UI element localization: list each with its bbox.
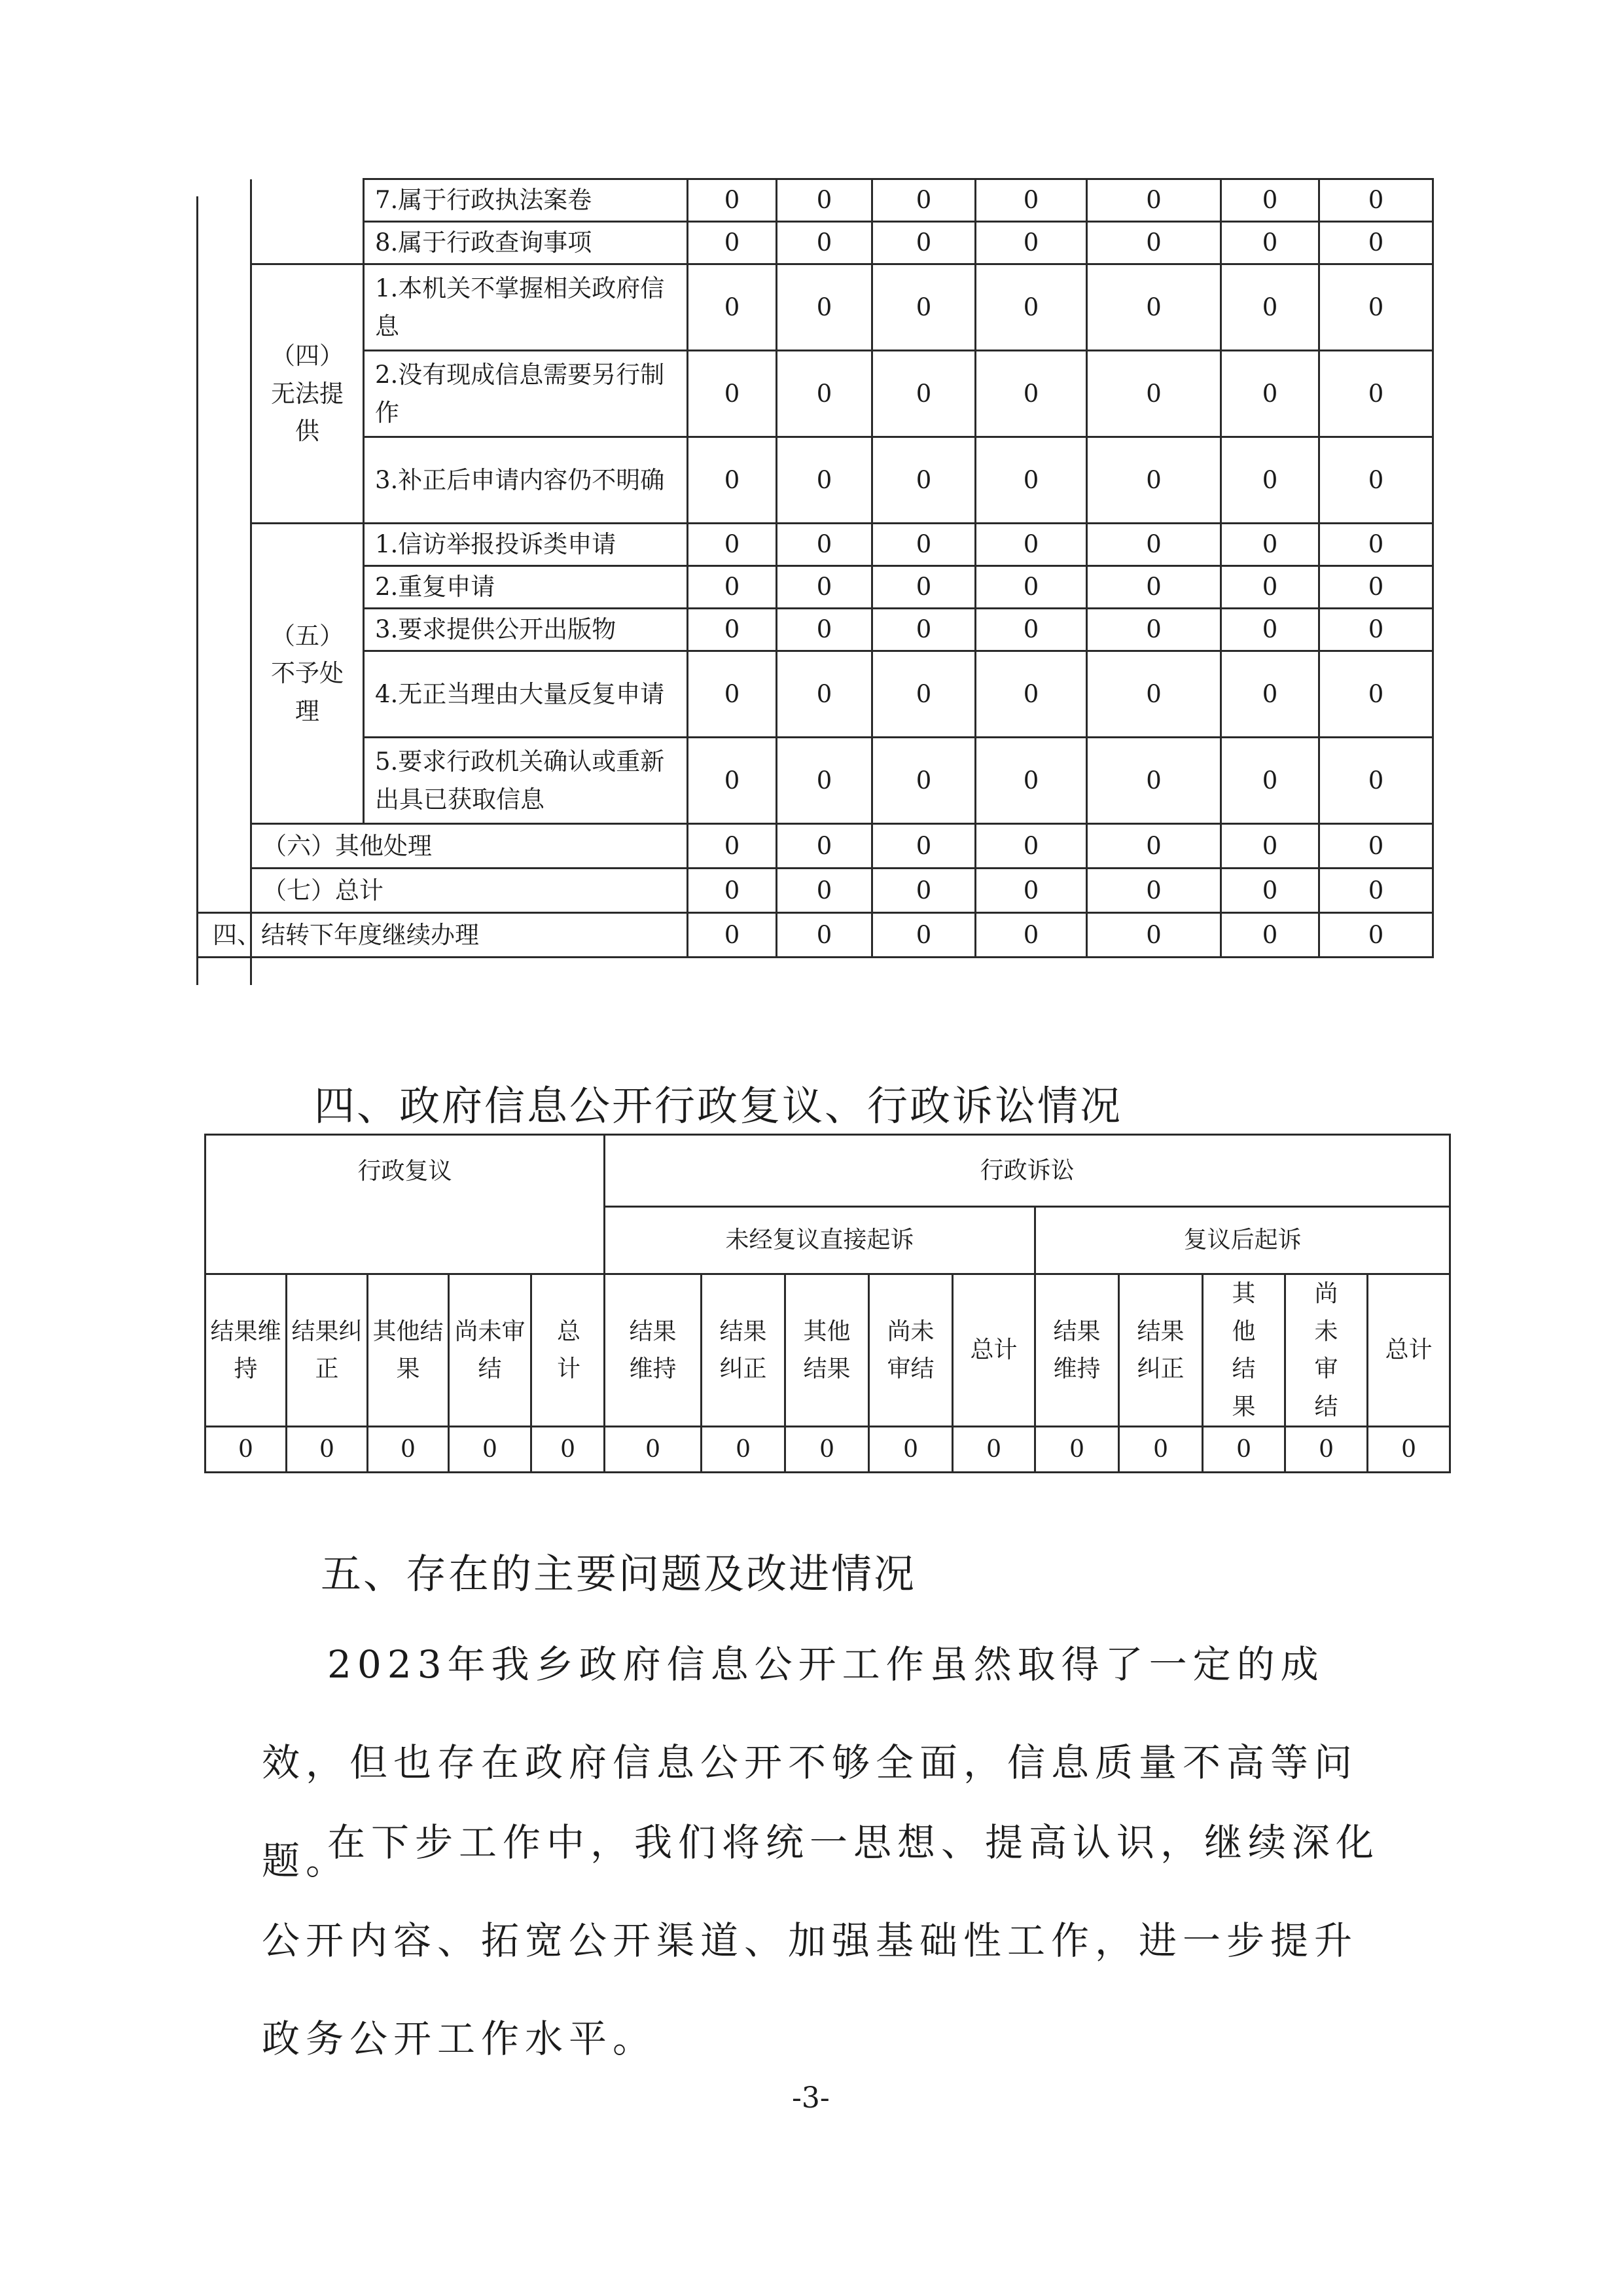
column-header: 其他结果 bbox=[785, 1274, 869, 1427]
cell-value: 0 bbox=[1319, 824, 1433, 869]
table-row bbox=[198, 609, 1433, 651]
column-header: 结果维持 bbox=[205, 1274, 287, 1427]
row-label: （七）总计 bbox=[251, 869, 688, 913]
cell-value: 0 bbox=[976, 609, 1087, 651]
table-row bbox=[198, 524, 1433, 566]
row-label: 4.无正当理由大量反复申请 bbox=[364, 651, 688, 738]
cell-value: 0 bbox=[1319, 264, 1433, 351]
cell-value: 0 bbox=[1087, 869, 1221, 913]
cell-value: 0 bbox=[1087, 824, 1221, 869]
cell-value: 0 bbox=[777, 179, 872, 222]
row-label: 1.信访举报投诉类申请 bbox=[364, 524, 688, 566]
cell-value: 0 bbox=[777, 437, 872, 524]
review-litigation-table bbox=[204, 1134, 1451, 1473]
cell-value: 0 bbox=[1221, 913, 1319, 958]
cell-value: 0 bbox=[1221, 609, 1319, 651]
cell-value: 0 bbox=[1319, 179, 1433, 222]
cell-value: 0 bbox=[688, 824, 777, 869]
cell-value: 0 bbox=[872, 179, 976, 222]
cell-value: 0 bbox=[1087, 437, 1221, 524]
cell-value: 0 bbox=[953, 1427, 1035, 1473]
table-row bbox=[198, 738, 1433, 824]
paragraph-issues: 2023年我乡政府信息公开工作虽然取得了一定的成效，但也存在政府信息公开不够全面，信息质量不高等问题。 bbox=[262, 1642, 1359, 1883]
header-direct-litigation: 未经复议直接起诉 bbox=[605, 1207, 1035, 1274]
cell-value: 0 bbox=[1368, 1427, 1450, 1473]
group-label-not-processed: （五）不予处理 bbox=[251, 524, 364, 824]
cell-value: 0 bbox=[1221, 179, 1319, 222]
cell-value: 0 bbox=[1221, 869, 1319, 913]
cell-value: 0 bbox=[1319, 738, 1433, 824]
cell-value: 0 bbox=[688, 913, 777, 958]
column-header: 结果纠正 bbox=[702, 1274, 785, 1427]
cell-value: 0 bbox=[872, 824, 976, 869]
cell-value: 0 bbox=[1319, 651, 1433, 738]
cell-value: 0 bbox=[688, 651, 777, 738]
column-header: 总计 bbox=[531, 1274, 605, 1427]
cell-value: 0 bbox=[287, 1427, 368, 1473]
cell-value: 0 bbox=[1221, 824, 1319, 869]
table-row bbox=[205, 1274, 1450, 1427]
row-label: （六）其他处理 bbox=[251, 824, 688, 869]
cell-value: 0 bbox=[688, 566, 777, 609]
cell-value: 0 bbox=[1319, 524, 1433, 566]
table-row bbox=[198, 264, 1433, 351]
cell-value: 0 bbox=[1035, 1427, 1119, 1473]
cell-value: 0 bbox=[1087, 179, 1221, 222]
cell-value: 0 bbox=[1221, 264, 1319, 351]
cell-value: 0 bbox=[976, 524, 1087, 566]
cell-value: 0 bbox=[1119, 1427, 1203, 1473]
cell-value: 0 bbox=[688, 351, 777, 437]
cell-value: 0 bbox=[1087, 524, 1221, 566]
table-row bbox=[198, 437, 1433, 524]
cell-value: 0 bbox=[872, 222, 976, 264]
column-header: 总计 bbox=[953, 1274, 1035, 1427]
cell-value: 0 bbox=[976, 824, 1087, 869]
table-row bbox=[198, 351, 1433, 437]
cell-value: 0 bbox=[777, 264, 872, 351]
cell-value: 0 bbox=[869, 1427, 953, 1473]
table-row bbox=[198, 913, 1433, 958]
cell-value: 0 bbox=[872, 524, 976, 566]
column-header: 尚未审结 bbox=[449, 1274, 531, 1427]
table-row bbox=[205, 1135, 1450, 1207]
cell-value: 0 bbox=[205, 1427, 287, 1473]
cell-value: 0 bbox=[872, 738, 976, 824]
cell-value: 0 bbox=[1221, 351, 1319, 437]
cell-value: 0 bbox=[449, 1427, 531, 1473]
row-label: 5.要求行政机关确认或重新出具已获取信息 bbox=[364, 738, 688, 824]
column-header: 总计 bbox=[1368, 1274, 1450, 1427]
cell-value: 0 bbox=[872, 351, 976, 437]
cell-value: 0 bbox=[976, 264, 1087, 351]
cell-value: 0 bbox=[872, 609, 976, 651]
row-label: 四、结转下年度继续办理 bbox=[198, 913, 688, 958]
cell-value: 0 bbox=[976, 566, 1087, 609]
cell-value: 0 bbox=[777, 651, 872, 738]
cell-value: 0 bbox=[1319, 437, 1433, 524]
cell-value: 0 bbox=[1087, 222, 1221, 264]
column-header: 尚未审结 bbox=[1285, 1274, 1368, 1427]
table-row bbox=[198, 869, 1433, 913]
column-header: 结果纠正 bbox=[287, 1274, 368, 1427]
table-row bbox=[205, 1427, 1450, 1473]
row-label: 2.没有现成信息需要另行制作 bbox=[364, 351, 688, 437]
cell-value: 0 bbox=[688, 738, 777, 824]
cell-value: 0 bbox=[777, 738, 872, 824]
column-header: 结果纠正 bbox=[1119, 1274, 1203, 1427]
cell-value: 0 bbox=[1087, 913, 1221, 958]
cell-value: 0 bbox=[976, 738, 1087, 824]
cell-value: 0 bbox=[777, 222, 872, 264]
header-administrative-review: 行政复议 bbox=[205, 1135, 605, 1274]
cell-value: 0 bbox=[1285, 1427, 1368, 1473]
cell-value: 0 bbox=[1319, 869, 1433, 913]
cell-value: 0 bbox=[688, 437, 777, 524]
cell-value: 0 bbox=[368, 1427, 449, 1473]
cell-value: 0 bbox=[688, 222, 777, 264]
cell-value: 0 bbox=[1087, 264, 1221, 351]
cell-value: 0 bbox=[777, 351, 872, 437]
cell-value: 0 bbox=[872, 566, 976, 609]
cell-value: 0 bbox=[976, 222, 1087, 264]
cell-value: 0 bbox=[688, 524, 777, 566]
cell-value: 0 bbox=[777, 524, 872, 566]
cell-value: 0 bbox=[1087, 738, 1221, 824]
cell-value: 0 bbox=[1221, 437, 1319, 524]
cell-value: 0 bbox=[1319, 566, 1433, 609]
cell-value: 0 bbox=[1319, 222, 1433, 264]
cell-value: 0 bbox=[777, 566, 872, 609]
cell-value: 0 bbox=[1221, 566, 1319, 609]
cell-value: 0 bbox=[777, 869, 872, 913]
cell-value: 0 bbox=[976, 869, 1087, 913]
cell-value: 0 bbox=[1221, 651, 1319, 738]
cell-value: 0 bbox=[976, 437, 1087, 524]
cell-value: 0 bbox=[1087, 651, 1221, 738]
row-label: 3.要求提供公开出版物 bbox=[364, 609, 688, 651]
cell-value: 0 bbox=[872, 651, 976, 738]
table-row bbox=[198, 222, 1433, 264]
column-header: 结果维持 bbox=[1035, 1274, 1119, 1427]
header-administrative-litigation: 行政诉讼 bbox=[605, 1135, 1450, 1207]
table-row bbox=[198, 651, 1433, 738]
row-label: 7.属于行政执法案卷 bbox=[364, 179, 688, 222]
cell-value: 0 bbox=[976, 179, 1087, 222]
cell-value: 0 bbox=[1087, 609, 1221, 651]
cell-value: 0 bbox=[872, 437, 976, 524]
cell-value: 0 bbox=[777, 609, 872, 651]
cell-value: 0 bbox=[976, 351, 1087, 437]
group-label-unable-to-provide: （四）无法提供 bbox=[251, 264, 364, 524]
column-header: 尚未审结 bbox=[869, 1274, 953, 1427]
cell-value: 0 bbox=[531, 1427, 605, 1473]
cell-value: 0 bbox=[1319, 351, 1433, 437]
cell-value: 0 bbox=[872, 913, 976, 958]
cell-value: 0 bbox=[1221, 222, 1319, 264]
cell-value: 0 bbox=[702, 1427, 785, 1473]
section4-heading: 四、政府信息公开行政复议、行政诉讼情况 bbox=[314, 1082, 1123, 1130]
table-row bbox=[198, 566, 1433, 609]
cell-value: 0 bbox=[872, 869, 976, 913]
cell-value: 0 bbox=[688, 869, 777, 913]
cell-value: 0 bbox=[976, 913, 1087, 958]
cell-value: 0 bbox=[777, 913, 872, 958]
cell-value: 0 bbox=[777, 824, 872, 869]
column-header: 其他结果 bbox=[368, 1274, 449, 1427]
row-label: 3.补正后申请内容仍不明确 bbox=[364, 437, 688, 524]
cell-value: 0 bbox=[1319, 609, 1433, 651]
cell-value: 0 bbox=[1203, 1427, 1285, 1473]
row-label: 8.属于行政查询事项 bbox=[364, 222, 688, 264]
table-row bbox=[198, 824, 1433, 869]
cell-value: 0 bbox=[1087, 351, 1221, 437]
table-row bbox=[198, 179, 1433, 222]
cell-value: 0 bbox=[1221, 524, 1319, 566]
paragraph-improvements: 在下步工作中，我们将统一思想、提高认识，继续深化公开内容、拓宽公开渠道、加强基础性工作，进一步提升政务公开工作水平。 bbox=[262, 1820, 1380, 2061]
cell-value: 0 bbox=[1319, 913, 1433, 958]
cell-value: 0 bbox=[605, 1427, 702, 1473]
column-header: 其他结果 bbox=[1203, 1274, 1285, 1427]
cell-value: 0 bbox=[688, 264, 777, 351]
cell-value: 0 bbox=[976, 651, 1087, 738]
header-post-review-litigation: 复议后起诉 bbox=[1035, 1207, 1450, 1274]
cell-value: 0 bbox=[1221, 738, 1319, 824]
cell-value: 0 bbox=[872, 264, 976, 351]
cell-value: 0 bbox=[785, 1427, 869, 1473]
cell-value: 0 bbox=[688, 609, 777, 651]
section5-heading: 五、存在的主要问题及改进情况 bbox=[321, 1550, 917, 1598]
application-handling-table bbox=[196, 178, 1434, 958]
page-number: -3- bbox=[792, 2081, 830, 2115]
column-header: 结果维持 bbox=[605, 1274, 702, 1427]
row-label: 2.重复申请 bbox=[364, 566, 688, 609]
row-label: 1.本机关不掌握相关政府信息 bbox=[364, 264, 688, 351]
cell-value: 0 bbox=[688, 179, 777, 222]
cell-value: 0 bbox=[1087, 566, 1221, 609]
